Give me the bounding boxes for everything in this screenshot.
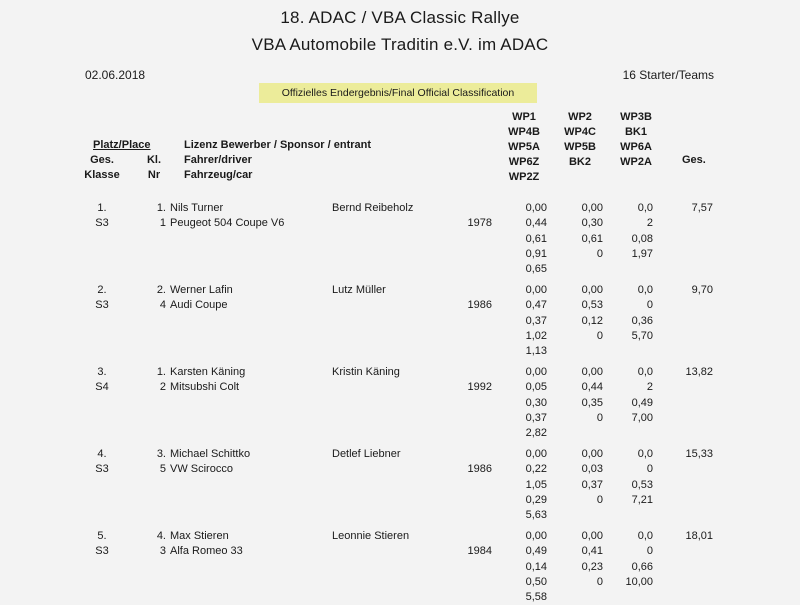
- codriver-name: Kristin Käning: [332, 366, 400, 378]
- wp-value: 0: [596, 411, 603, 424]
- wp-value: 0,03: [581, 463, 603, 476]
- wp-value: 5,63: [525, 509, 547, 522]
- wp-header-line: WP4C: [564, 126, 596, 138]
- driver-name: Karsten Käning: [170, 366, 246, 378]
- overall-position: 3.: [97, 366, 107, 378]
- wp-value: 0,37: [525, 314, 547, 327]
- wp-value: 0,00: [525, 202, 547, 214]
- codriver-name: Lutz Müller: [332, 284, 386, 296]
- wp-value: 0,0: [637, 530, 653, 542]
- kl-header-line: Kl.: [146, 154, 162, 166]
- start-number: 4: [159, 299, 166, 312]
- driver-name: Nils Turner: [170, 202, 224, 214]
- wp-value: 2: [646, 381, 653, 394]
- class-name: S4: [95, 381, 109, 394]
- wp-value: 0,05: [525, 381, 547, 394]
- wp-value: 0,22: [525, 463, 547, 476]
- driver-name: Werner Lafin: [170, 284, 233, 296]
- wp-value: 0,61: [581, 232, 603, 245]
- total-header: Ges.: [682, 154, 706, 166]
- wp-header-line: WP1: [512, 111, 536, 123]
- wp-value: 5,58: [525, 591, 547, 604]
- wp-value: 0,12: [581, 314, 603, 327]
- wp-value: 0: [596, 575, 603, 588]
- classification-badge: Offizielles Endergebnis/Final Official Classification: [259, 83, 537, 103]
- class-name: S3: [95, 545, 109, 558]
- wp-value: 0,08: [631, 232, 653, 245]
- wp-header-line: WP3B: [620, 111, 652, 123]
- car-year: 1986: [467, 299, 492, 312]
- car-name: Alfa Romeo 33: [170, 545, 243, 558]
- overall-position: 4.: [97, 448, 107, 460]
- total-score: 9,70: [691, 284, 713, 296]
- wp-value: 0,37: [525, 411, 547, 424]
- ges-header-line: Ges.: [90, 154, 114, 166]
- class-name: S3: [95, 463, 109, 476]
- wp-value: 0,41: [581, 545, 603, 558]
- wp-value: 0,0: [637, 448, 653, 460]
- start-number: 1: [159, 217, 166, 230]
- klasse-header-line: Klasse: [84, 169, 120, 181]
- wp-header-line: WP5A: [508, 141, 540, 153]
- codriver-name: Leonnie Stieren: [332, 530, 410, 542]
- driver-name: Michael Schittko: [170, 448, 251, 460]
- wp-value: 0,0: [637, 366, 653, 378]
- wp-value: 0,47: [525, 299, 547, 312]
- wp-value: 0,00: [525, 284, 547, 296]
- wp-value: 0,30: [525, 396, 547, 409]
- wp-value: 7,00: [631, 411, 653, 424]
- wp-header-line: WP2: [568, 111, 592, 123]
- nr-header-line: Nr: [147, 169, 161, 181]
- wp-value: 0,53: [631, 478, 653, 491]
- wp-value: 0: [596, 493, 603, 506]
- wp-value: 5,70: [631, 329, 653, 342]
- wp-header-line: WP6A: [620, 141, 652, 153]
- wp-header-line: WP2A: [620, 156, 652, 168]
- class-position: 2.: [156, 284, 166, 296]
- wp-header-line: BK1: [624, 126, 647, 138]
- wp-value: 0,00: [581, 448, 603, 460]
- wp-value: 0,0: [637, 202, 653, 214]
- wp-value: 1,02: [525, 329, 547, 342]
- wp-value: 0,49: [631, 396, 653, 409]
- total-score: 15,33: [685, 448, 713, 460]
- class-name: S3: [95, 299, 109, 312]
- wp-value: 0,0: [637, 284, 653, 296]
- total-score: 13,82: [685, 366, 713, 378]
- car-name: Mitsubshi Colt: [170, 381, 240, 394]
- start-number: 2: [159, 381, 166, 394]
- wp-value: 0,00: [581, 284, 603, 296]
- wp-value: 0,00: [525, 366, 547, 378]
- wp-value: 0,91: [525, 247, 547, 260]
- codriver-name: Bernd Reibeholz: [332, 202, 414, 214]
- wp-value: 2,82: [525, 427, 547, 440]
- starter-count: 16 Starter/Teams: [622, 68, 714, 82]
- wp-value: 0,00: [525, 530, 547, 542]
- overall-position: 2.: [97, 284, 107, 296]
- wp-header-line: WP5B: [564, 141, 596, 153]
- wp-value: 1,13: [525, 345, 547, 358]
- start-number: 5: [159, 463, 166, 476]
- total-score: 7,57: [691, 202, 713, 214]
- car-header-line: Fahrzeug/car: [184, 169, 253, 181]
- license-header-line: Lizenz Bewerber / Sponsor / entrant: [184, 139, 372, 151]
- wp-header-line: WP2Z: [508, 171, 540, 183]
- wp-value: 0,53: [581, 299, 603, 312]
- wp-value: 0,50: [525, 575, 547, 588]
- wp-header-line: BK2: [568, 156, 591, 168]
- wp-value: 0,00: [581, 530, 603, 542]
- wp-value: 1,97: [631, 247, 653, 260]
- wp-header-line: WP4B: [508, 126, 540, 138]
- wp-value: 0: [646, 545, 653, 558]
- wp-value: 0,44: [581, 381, 603, 394]
- car-year: 1992: [467, 381, 492, 394]
- wp-value: 0,00: [581, 366, 603, 378]
- overall-position: 1.: [97, 202, 107, 214]
- car-name: Peugeot 504 Coupe V6: [170, 217, 285, 230]
- wp-value: 1,05: [525, 478, 547, 491]
- class-position: 4.: [156, 530, 166, 542]
- wp-value: 0,14: [525, 560, 547, 573]
- wp-value: 0,23: [581, 560, 603, 573]
- class-position: 1.: [156, 366, 166, 378]
- car-year: 1984: [467, 545, 492, 558]
- start-number: 3: [159, 545, 166, 558]
- wp-value: 0,37: [581, 478, 603, 491]
- class-position: 1.: [156, 202, 166, 214]
- place-header: Platz/Place: [93, 139, 151, 151]
- wp-value: 7,21: [631, 493, 653, 506]
- car-year: 1986: [467, 463, 492, 476]
- wp-value: 0,00: [525, 448, 547, 460]
- wp-value: 0,61: [525, 232, 547, 245]
- wp-value: 0,65: [525, 263, 547, 276]
- wp-value: 0,29: [525, 493, 547, 506]
- document-subtitle: VBA Automobile Traditin e.V. im ADAC: [251, 35, 549, 54]
- class-name: S3: [95, 217, 109, 230]
- wp-header-line: WP6Z: [508, 156, 540, 168]
- event-date: 02.06.2018: [85, 68, 146, 82]
- wp-value: 0,66: [631, 560, 653, 573]
- class-position: 3.: [156, 448, 166, 460]
- wp-value: 0,30: [581, 217, 603, 230]
- wp-value: 0: [596, 247, 603, 260]
- wp-value: 0: [646, 463, 653, 476]
- wp-value: 0: [646, 299, 653, 312]
- car-name: VW Scirocco: [170, 463, 233, 476]
- driver-header-line: Fahrer/driver: [184, 154, 252, 166]
- wp-value: 0,44: [525, 217, 547, 230]
- wp-value: 0: [596, 329, 603, 342]
- wp-value: 0,35: [581, 396, 603, 409]
- wp-value: 0,49: [525, 545, 547, 558]
- document-title: 18. ADAC / VBA Classic Rallye: [280, 8, 520, 27]
- car-name: Audi Coupe: [170, 299, 228, 312]
- wp-value: 10,00: [625, 575, 653, 588]
- overall-position: 5.: [97, 530, 107, 542]
- wp-value: 0,00: [581, 202, 603, 214]
- wp-value: 0,36: [631, 314, 653, 327]
- total-score: 18,01: [685, 530, 713, 542]
- wp-value: 2: [646, 217, 653, 230]
- driver-name: Max Stieren: [170, 530, 229, 542]
- codriver-name: Detlef Liebner: [332, 448, 401, 460]
- car-year: 1978: [467, 217, 492, 230]
